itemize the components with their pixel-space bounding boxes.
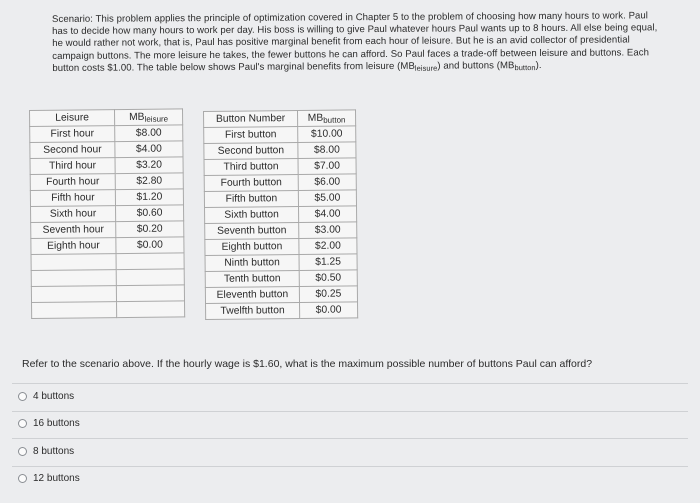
value-cell: $0.00: [116, 237, 184, 254]
value-cell: $0.50: [299, 270, 357, 287]
value-cell: $4.00: [115, 141, 183, 158]
button-row: [204, 174, 356, 192]
radio-icon[interactable]: [18, 474, 27, 483]
row-label-cell: First hour: [30, 126, 115, 143]
value-cell: $4.00: [299, 206, 357, 223]
button-row: [204, 126, 356, 144]
leisure-row: [31, 221, 184, 239]
row-label-cell: Third button: [204, 159, 298, 176]
button-table-header: [204, 110, 356, 128]
value-cell: $0.20: [116, 221, 184, 238]
row-label-cell: Eighth button: [205, 239, 299, 256]
button-row: [204, 158, 356, 176]
option-label: 16 buttons: [33, 418, 80, 429]
scenario-sub-leisure: leisure: [414, 63, 438, 73]
row-label-cell: First button: [204, 127, 298, 144]
leisure-row: [31, 253, 184, 271]
row-label-cell: Tenth button: [205, 271, 299, 288]
leisure-row: [30, 141, 183, 159]
leisure-row: [30, 173, 183, 191]
row-label-cell: Fourth hour: [30, 174, 115, 191]
leisure-row: [32, 301, 185, 319]
button-row: [204, 190, 356, 208]
scenario-tail-open: (MB: [397, 60, 415, 72]
button-row: [205, 286, 357, 304]
button-row: [205, 238, 357, 256]
row-label-cell: Fifth hour: [30, 190, 115, 207]
scenario-tail-close: ).: [535, 59, 542, 71]
row-label-cell: Seventh hour: [31, 222, 116, 239]
scenario-body: Scenario: This problem applies the principle of optimization covered in Chapter 5 to the problem of choosing how many hours to work. Paul has to decide how many hours to work per day. His boss is willing to give Paul whatever hours Paul wants up to 8 hours. All else being equal, he would rather not work, that is, Paul has positive marginal benefit from each hour of leisure. But he is an avid collector of presidential campaign buttons. The more leisure he takes, the fewer buttons he can afford. So Paul faces a trade-off between leisure and buttons. Each button costs $1.00. The table below shows Paul's marginal benefits from leisure: [52, 10, 658, 74]
scenario-text: [52, 10, 666, 77]
value-cell: $5.00: [298, 190, 356, 207]
radio-icon[interactable]: [18, 447, 27, 456]
radio-icon[interactable]: [18, 419, 27, 428]
option-label: 12 buttons: [33, 473, 80, 484]
mb-leisure-header: $MB_{leisure}$: [115, 109, 183, 126]
value-cell: $1.25: [299, 254, 357, 271]
divider: [12, 411, 688, 412]
option-label: 8 buttons: [33, 446, 75, 457]
button-row: [204, 142, 356, 160]
row-label-cell: Twelfth button: [206, 302, 300, 319]
value-cell: $6.00: [298, 174, 356, 191]
row-label-cell: Eighth hour: [31, 238, 116, 255]
value-cell: $0.00: [300, 302, 358, 319]
value-cell: $2.00: [299, 238, 357, 255]
row-label-cell: Fifth button: [204, 191, 298, 208]
row-label-cell: Second button: [204, 143, 298, 160]
value-cell: [116, 253, 184, 270]
leisure-row: [31, 237, 184, 255]
leisure-row: [30, 189, 183, 207]
row-label-cell: [31, 286, 116, 303]
row-label-cell: Sixth button: [205, 207, 299, 224]
leisure-header: Leisure: [30, 110, 115, 127]
row-label-cell: Seventh button: [205, 223, 299, 240]
divider: [12, 383, 688, 384]
option-8-buttons[interactable]: [18, 446, 74, 457]
button-row: [206, 302, 358, 320]
value-cell: [117, 301, 185, 318]
mb-button-header: $MB_{button}$: [298, 110, 356, 127]
value-cell: $10.00: [298, 126, 356, 143]
button-row: [205, 254, 357, 272]
leisure-row: [30, 157, 183, 175]
question-text: Refer to the scenario above. If the hourly wage is $1.60, what is the maximum possible number of buttons Paul can afford?: [22, 358, 593, 370]
option-4-buttons[interactable]: [18, 391, 74, 402]
value-cell: $8.00: [115, 125, 183, 142]
scenario-tail-mid: ) and buttons (MB: [437, 59, 515, 72]
row-label-cell: Third hour: [30, 158, 115, 175]
leisure-table: [29, 108, 185, 319]
leisure-row: [31, 269, 184, 287]
leisure-row: [31, 285, 184, 303]
value-cell: [116, 269, 184, 286]
value-cell: $3.00: [299, 222, 357, 239]
value-cell: $7.00: [298, 158, 356, 175]
scenario-sub-button: button: [514, 62, 536, 72]
button-row: [205, 206, 357, 224]
leisure-row: [31, 205, 184, 223]
leisure-table-header: [30, 109, 183, 127]
divider: [12, 438, 688, 439]
button-row: [205, 270, 357, 288]
option-12-buttons[interactable]: [18, 473, 80, 484]
value-cell: $8.00: [298, 142, 356, 159]
button-table: [203, 109, 358, 320]
value-cell: $3.20: [115, 157, 183, 174]
row-label-cell: [32, 302, 117, 319]
value-cell: $0.60: [116, 205, 184, 222]
value-cell: $2.80: [115, 173, 183, 190]
radio-icon[interactable]: [18, 392, 27, 401]
leisure-row: [30, 125, 183, 143]
value-cell: [116, 285, 184, 302]
row-label-cell: Fourth button: [204, 175, 298, 192]
row-label-cell: Ninth button: [205, 255, 299, 272]
option-label: 4 buttons: [33, 391, 75, 402]
row-label-cell: [31, 254, 116, 271]
row-label-cell: Second hour: [30, 142, 115, 159]
row-label-cell: [31, 270, 116, 287]
row-label-cell: Sixth hour: [31, 206, 116, 223]
divider: [12, 466, 688, 467]
row-label-cell: Eleventh button: [205, 287, 299, 304]
button-row: [205, 222, 357, 240]
value-cell: $1.20: [115, 189, 183, 206]
value-cell: $0.25: [299, 286, 357, 303]
option-16-buttons[interactable]: [18, 418, 80, 429]
button-number-header: Button Number: [204, 111, 298, 128]
